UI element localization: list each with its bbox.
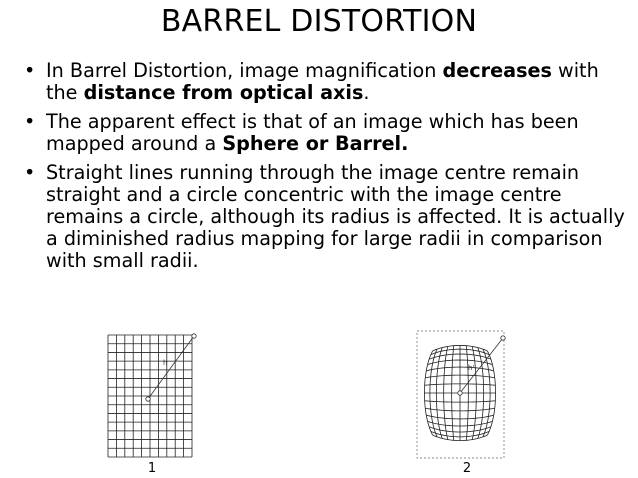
figure-barrel-grid — [412, 325, 522, 460]
center-point — [146, 397, 150, 401]
bullet-list — [22, 60, 634, 279]
bullet-text-run: Sphere or Barrel. — [222, 132, 409, 155]
bullet-3 — [22, 162, 634, 272]
bullet-text-run: with the — [46, 59, 599, 104]
corner-point — [192, 334, 196, 338]
bullet-1 — [22, 60, 634, 104]
figure-1-label: 1 — [147, 461, 157, 476]
bullet-text-run: In Barrel Distortion, image magnification — [46, 59, 443, 82]
figure-undistorted-grid — [100, 325, 210, 460]
bullet-text-run: . — [363, 81, 370, 104]
bullet-2 — [22, 111, 634, 155]
bullet-text-run: distance from optical axis — [83, 81, 364, 104]
barrel-grid-diagram — [412, 325, 522, 460]
center-point — [458, 391, 462, 395]
bullet-text-run: decreases — [442, 59, 552, 82]
radius-h-prime-label: h' — [468, 364, 475, 372]
bullet-text-run: Straight lines running through the image centre remain straight and a circle concentric with the image centre remains a circle, although its radius is affected. It is actually a diminished radius mapping for large radii in comparison with small radii. — [46, 161, 625, 272]
radius-h-label: h — [163, 359, 168, 367]
undistorted-grid-diagram — [100, 325, 210, 460]
bullet-text-run: The apparent effect is that of an image which has been mapped around a — [46, 110, 579, 155]
corner-point — [501, 336, 505, 340]
figure-2-label: 2 — [462, 461, 472, 476]
slide-title: BARREL DISTORTION — [160, 4, 478, 39]
radius-line — [148, 336, 194, 399]
